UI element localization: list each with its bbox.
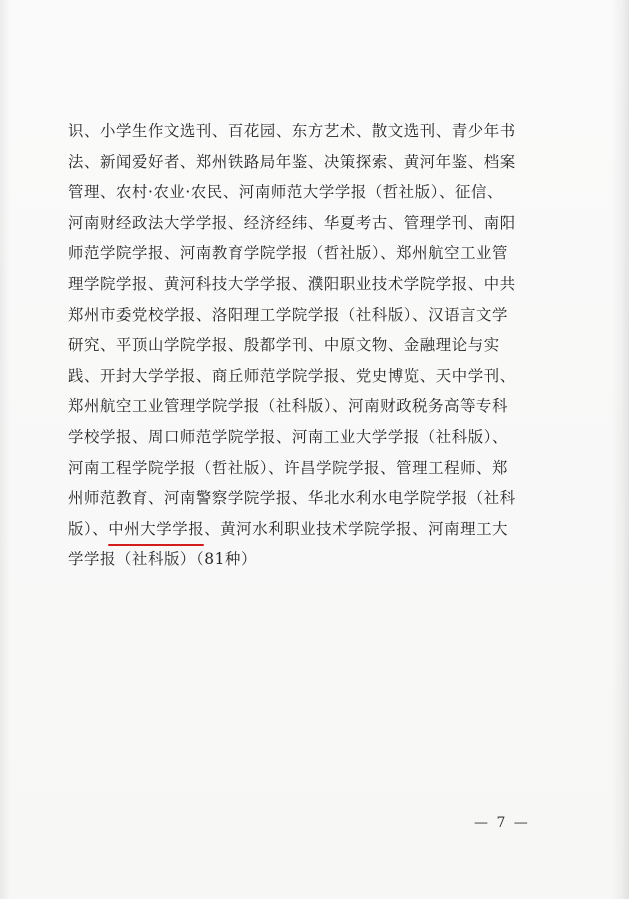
- text-line: 河南工程学院学报（哲社版）、许昌学院学报、管理工程师、郑: [68, 458, 509, 477]
- page-number: — 7 —: [474, 815, 530, 831]
- text-line: 识、小学生作文选刊、百花园、东方艺术、散文选刊、青少年书: [68, 122, 516, 140]
- scan-edge-right: [611, 0, 629, 899]
- text-line: 研究、平顶山学院学报、殷都学刊、中原文物、金融理论与实: [68, 336, 500, 355]
- text-line: 践、开封大学学报、商丘师范学院学报、党史博览、天中学刊、: [68, 366, 516, 385]
- body-text: [68, 116, 568, 575]
- text-line: 管理、农村·农业·农民、河南师范大学学报（哲社版）、征信、: [68, 183, 504, 202]
- text-line: 法、新闻爱好者、郑州铁路局年鉴、决策探索、黄河年鉴、档案: [68, 152, 516, 171]
- scan-edge-left: [0, 0, 10, 899]
- text-line: 州师范教育、河南警察学院学报、华北水利水电学院学报（社科: [68, 489, 516, 508]
- text-line: 郑州航空工业管理学院学报（社科版）、河南财政税务高等专科: [68, 397, 509, 416]
- text-line-highlight: [68, 514, 568, 545]
- highlighted-journal-name: 中州大学学报: [108, 514, 204, 545]
- text-line: 理学院学报、黄河科技大学学报、濮阳职业技术学院学报、中共: [68, 274, 516, 293]
- text-line: 郑州市委党校学报、洛阳理工学院学报（社科版）、汉语言文学: [68, 305, 509, 324]
- text-line-last: 学学报（社科版）（81种）: [68, 550, 257, 569]
- text-before-highlight: 版）、: [68, 519, 109, 538]
- text-line: 学校学报、周口师范学院学报、河南工业大学学报（社科版）、: [68, 427, 509, 446]
- text-line: 师范学院学报、河南教育学院学报（哲社版）、郑州航空工业管: [68, 244, 509, 263]
- text-after-highlight: 、黄河水利职业技术学院学报、河南理工大: [204, 519, 509, 538]
- text-line: 河南财经政法大学学报、经济经纬、华夏考古、管理学刊、南阳: [68, 213, 516, 232]
